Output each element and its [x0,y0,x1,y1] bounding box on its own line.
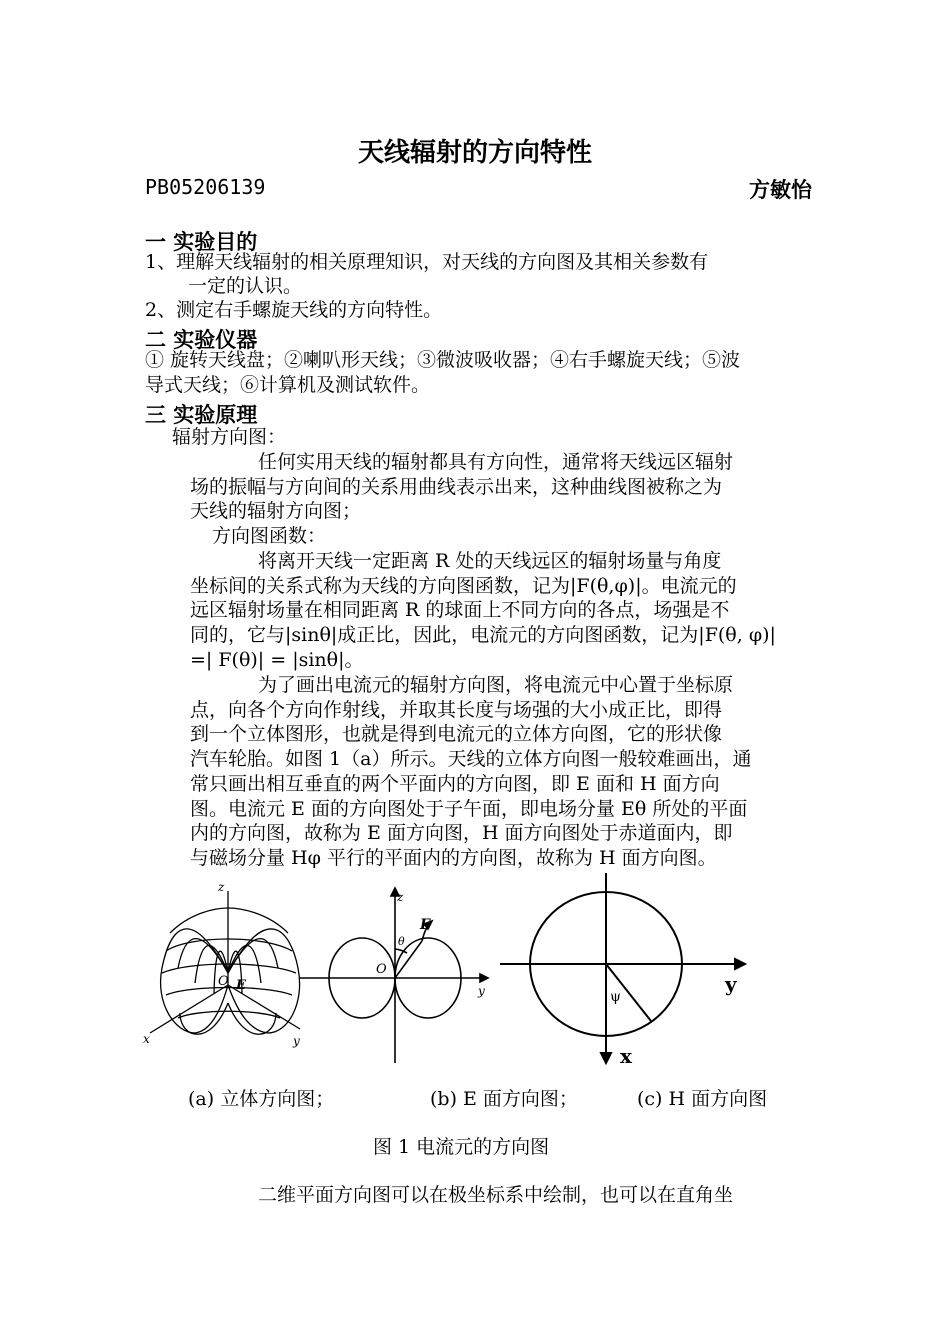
paragraph-line: 任何实用天线的辐射都具有方向性，通常将天线远区辐射 [258,451,734,473]
section-heading-instruments: 二 实验仪器 [145,328,258,352]
paragraph-line: 将离开天线一定距离 R 处的天线远区的辐射场量与角度 [258,550,722,572]
paragraph-line: 图。电流元 E 面的方向图处于子午面，即电场分量 Eθ 所处的平面 [190,798,748,820]
paragraph-line: 到一个立体图形，也就是得到电流元的立体方向图，它的形状像 [190,723,723,745]
paragraph-line: 点，向各个方向作射线，并取其长度与场强的大小成正比，即得 [190,699,723,721]
paragraph-line: 常只画出相互垂直的两个平面内的方向图，即 E 面和 H 面方向 [190,773,720,795]
paragraph-line: 汽车轮胎。如图 1（a）所示。天线的立体方向图一般较难画出，通 [190,748,752,770]
instruments-line-1: ① 旋转天线盘；②喇叭形天线；③微波吸收器；④右手螺旋天线；⑤波 [145,349,741,371]
figure-a-y-label: y [293,1034,300,1048]
section-heading-purpose: 一 实验目的 [145,230,258,254]
paragraph-line: 为了画出电流元的辐射方向图，将电流元中心置于坐标原 [258,674,734,696]
student-id: PB05206139 [145,175,266,199]
paragraph-line: 二维平面方向图可以在极坐标系中绘制，也可以在直角坐 [258,1184,734,1206]
label-radiation-pattern: 辐射方向图： [172,426,287,448]
author-name: 方敏怡 [749,178,812,202]
figure-b-origin-label: O [376,962,387,977]
purpose-item-2: 2、测定右手螺旋天线的方向特性。 [145,299,443,321]
figure-b-z-label: z [397,890,404,904]
figure-label-a: (a) 立体方向图； [188,1088,335,1110]
purpose-item-1-cont: 一定的认识。 [188,275,303,297]
figure-b-y-label: y [478,984,485,998]
figure-a-z-label: z [218,880,225,894]
figure-c-psi-label: ψ [610,989,621,1005]
figure-dipole-patterns [140,873,780,1073]
figure-c-h-plane [500,873,745,1063]
figure-b-e-label: E [420,917,431,933]
figure-b-e-plane [300,888,488,1063]
figure-a-3d-pattern [150,891,300,1034]
section-heading-principle: 三 实验原理 [145,403,258,427]
figure-b-theta-label: θ [398,935,405,948]
figure-label-c: (c) H 面方向图 [637,1088,768,1110]
paragraph-line: 内的方向图，故称为 E 面方向图，H 面方向图处于赤道面内，即 [190,822,733,844]
paragraph-line: 与磁场分量 Hφ 平行的平面内的方向图，故称为 H 面方向图。 [190,847,717,869]
paragraph-line: 远区辐射场量在相同距离 R 的球面上不同方向的各点，场强是不 [190,599,730,621]
instruments-line-2: 导式天线；⑥计算机及测试软件。 [145,374,431,396]
figure-caption: 图 1 电流元的方向图 [373,1136,550,1158]
paragraph-line: 同的，它与|sinθ|成正比，因此，电流元的方向图函数，记为|F(θ, φ)| [190,624,776,646]
figure-a-origin-label: O [218,974,229,989]
paragraph-line: =| F(θ)| = |sinθ|。 [190,649,364,671]
figure-c-y-label: y [725,972,737,996]
paragraph-line: 天线的辐射方向图； [190,500,362,522]
figure-label-b: (b) E 面方向图； [430,1088,578,1110]
paragraph-line: 场的振幅与方向间的关系用曲线表示出来，这种曲线图被称之为 [190,476,723,498]
purpose-item-1: 1、理解天线辐射的相关原理知识，对天线的方向图及其相关参数有 [145,251,709,273]
figure-c-x-label: x [620,1044,632,1068]
figure-a-e-label: E [236,978,246,993]
paragraph-line: 坐标间的关系式称为天线的方向图函数，记为|F(θ,φ)|。电流元的 [190,575,737,597]
page-title: 天线辐射的方向特性 [357,138,592,168]
figure-a-x-label: x [143,1032,150,1046]
label-pattern-function: 方向图函数： [212,525,327,547]
